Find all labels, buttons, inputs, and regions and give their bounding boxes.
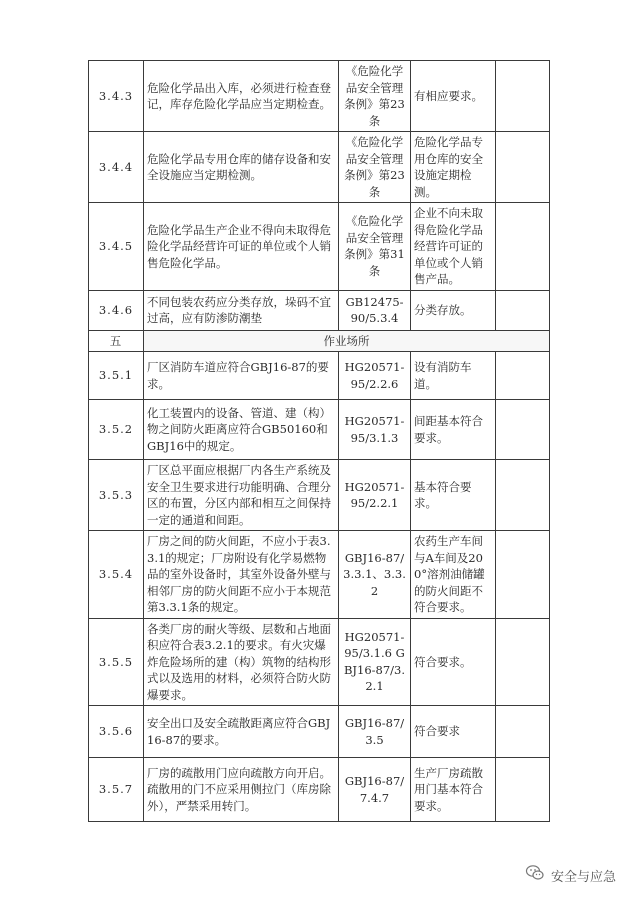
item-requirement: 化工装置内的设备、管道、建（构）物之间防火距离应符合GB50160和GBJ16中的规定。 [144,400,339,460]
item-basis: GBJ16-87/7.4.7 [339,758,411,822]
item-number: 3.4.3 [89,61,144,132]
table-row [89,460,550,531]
item-requirement: 厂区消防车道应符合GBJ16-87的要求。 [144,352,339,400]
item-basis: 《危险化学品安全管理条例》第23条 [339,61,411,132]
item-requirement: 危险化学品出入库，必须进行检查登记，库存危险化学品应当定期检查。 [144,61,339,132]
item-number: 3.5.4 [89,531,144,619]
item-requirement: 厂房之间的防火间距，不应小于表3.3.1的规定；厂房附设有化学易燃物品的室外设备时，其室外设备外壁与相邻厂房的防火间距不应小于本规范第3.3.1条的规定。 [144,531,339,619]
item-basis: 《危险化学品安全管理条例》第31条 [339,203,411,291]
table-row [89,352,550,400]
item-requirement: 厂区总平面应根据厂内各生产系统及安全卫生要求进行功能明确、合理分区的布置，分区内部和相互之间保持一定的通道和间距。 [144,460,339,531]
section-row [89,330,550,352]
item-requirement: 危险化学品专用仓库的储存设备和安全设施应当定期检测。 [144,132,339,203]
table-row [89,706,550,758]
item-result: 分类存放。 [411,290,496,330]
item-number: 3.5.3 [89,460,144,531]
item-basis: GBJ16-87/3.5 [339,706,411,758]
table-row [89,290,550,330]
table-row [89,132,550,203]
item-remark [496,203,550,291]
item-remark [496,352,550,400]
item-basis: HG20571-95/3.1.6 GBJ16-87/3.2.1 [339,618,411,706]
item-number: 3.5.7 [89,758,144,822]
table-row [89,400,550,460]
item-basis: 《危险化学品安全管理条例》第23条 [339,132,411,203]
item-remark [496,618,550,706]
item-requirement: 各类厂房的耐火等级、层数和占地面积应符合表3.2.1的要求。有火灾爆炸危险场所的建（构）筑物的结构形式以及选用的材料，必须符合防火防爆要求。 [144,618,339,706]
item-remark [496,460,550,531]
item-number: 3.5.2 [89,400,144,460]
item-result: 危险化学品专用仓库的安全设施定期检测。 [411,132,496,203]
table-row [89,758,550,822]
item-basis: HG20571-95/2.2.6 [339,352,411,400]
item-number: 3.4.4 [89,132,144,203]
item-result: 农药生产车间与A车间及200°溶剂油储罐的防火间距不符合要求。 [411,531,496,619]
item-result: 符合要求 [411,706,496,758]
checklist-table [88,60,550,822]
item-number: 3.5.6 [89,706,144,758]
item-basis: GBJ16-87/3.3.1、3.3.2 [339,531,411,619]
item-result: 生产厂房疏散用门基本符合要求。 [411,758,496,822]
item-basis: GB12475-90/5.3.4 [339,290,411,330]
item-result: 企业不向未取得危险化学品经营许可证的单位或个人销售产品。 [411,203,496,291]
wechat-icon [525,863,545,887]
item-number: 3.4.5 [89,203,144,291]
item-basis: HG20571-95/2.2.1 [339,460,411,531]
item-remark [496,132,550,203]
item-remark [496,531,550,619]
section-number: 五 [89,330,144,352]
watermark-text: 安全与应急 [550,869,616,885]
item-remark [496,706,550,758]
item-number: 3.5.5 [89,618,144,706]
table-row [89,618,550,706]
item-number: 3.5.1 [89,352,144,400]
item-requirement: 安全出口及安全疏散距离应符合GBJ16-87的要求。 [144,706,339,758]
item-result: 设有消防车道。 [411,352,496,400]
item-requirement: 不同包装农药应分类存放，垛码不宜过高，应有防渗防潮垫 [144,290,339,330]
section-title: 作业场所 [144,330,550,352]
item-requirement: 危险化学品生产企业不得向未取得危险化学品经营许可证的单位或个人销售危险化学品。 [144,203,339,291]
item-result: 符合要求。 [411,618,496,706]
item-result: 基本符合要求。 [411,460,496,531]
item-requirement: 厂房的疏散用门应向疏散方向开启。疏散用的门不应采用侧拉门（库房除外），严禁采用转门。 [144,758,339,822]
table-row [89,531,550,619]
table-row [89,61,550,132]
item-remark [496,290,550,330]
item-remark [496,61,550,132]
item-number: 3.4.6 [89,290,144,330]
item-result: 有相应要求。 [411,61,496,132]
item-remark [496,758,550,822]
watermark [525,863,616,887]
item-remark [496,400,550,460]
item-basis: HG20571-95/3.1.3 [339,400,411,460]
table-row [89,203,550,291]
item-result: 间距基本符合要求。 [411,400,496,460]
